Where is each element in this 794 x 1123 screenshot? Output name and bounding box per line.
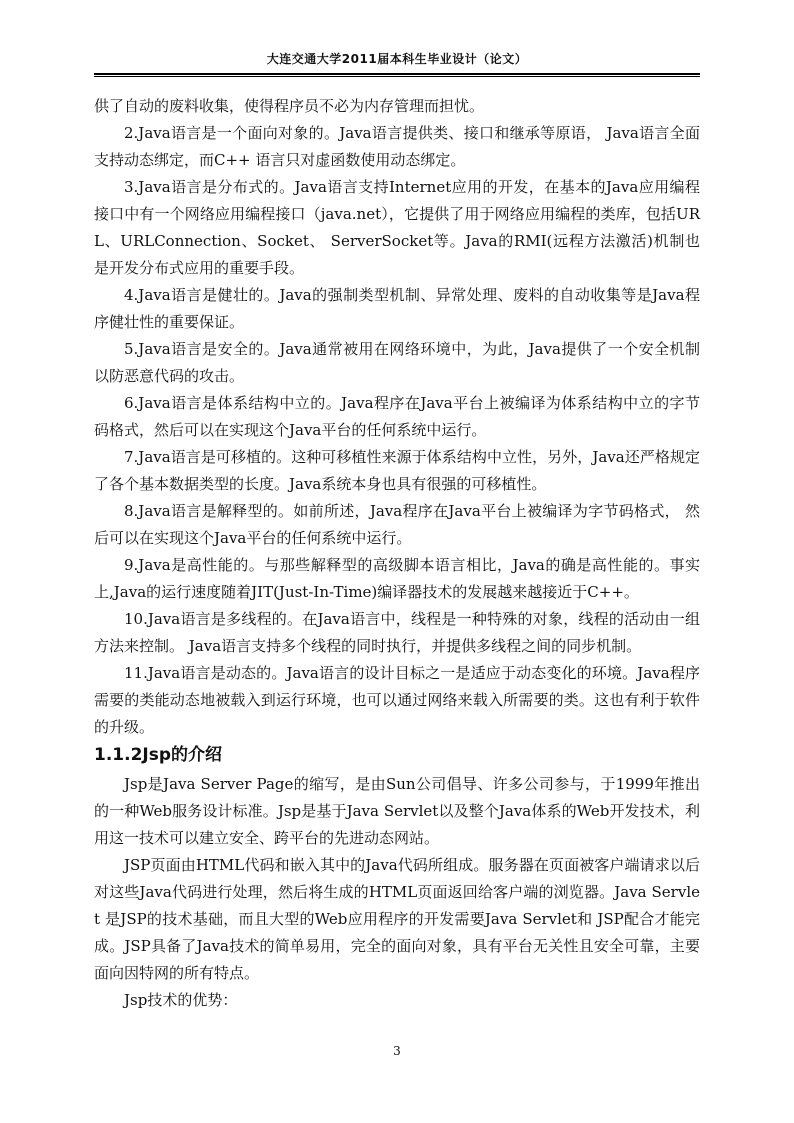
paragraph: 供了自动的废料收集，使得程序员不必为内存管理而担忧。 <box>94 97 485 115</box>
paragraph: 8.Java语言是解释型的。如前所述，Java程序在Java平台上被编译为字节码格式， 然后可以在实现这个Java平台的任何系统中运行。 <box>94 502 700 547</box>
paragraph: 10.Java语言是多线程的。在Java语言中，线程是一种特殊的对象，线程的活动由一组方法来控制。 Java语言支持多个线程的同时执行，并提供多线程之间的同步机制。 <box>94 610 700 655</box>
section-heading: 1.1.2Jsp的介绍 <box>94 745 223 765</box>
page-number: 3 <box>393 1044 401 1058</box>
paragraph: 11.Java语言是动态的。Java语言的设计目标之一是适应于动态变化的环境。Java程序需要的类能动态地被载入到运行环境，也可以通过网络来载入所需要的类。这也有利于软件的升级。 <box>94 664 700 736</box>
page-body <box>94 93 700 1014</box>
paragraph: JSP页面由HTML代码和嵌入其中的Java代码所组成。服务器在页面被客户端请求以后对这些Java代码进行处理，然后将生成的HTML页面返回给客户端的浏览器。Java Servlet 是JSP的技术基础，而且大型的Web应用程序的开发需要Java Servlet和 JSP配合才能完成。JSP具备了Java技术的简单易用，完全的面向对象，具有平台无关性且安全可靠，主要面向因特网的所有特点。 <box>94 856 700 982</box>
paragraph: 9.Java是高性能的。与那些解释型的高级脚本语言相比，Java的确是高性能的。事实上,Java的运行速度随着JIT(Just-In-Time)编译器技术的发展越来越接近于C++。 <box>94 556 700 601</box>
header-rule-thin <box>94 76 700 77</box>
paragraph: Jsp是Java Server Page的缩写，是由Sun公司倡导、许多公司参与，于1999年推出的一种Web服务设计标准。Jsp是基于Java Servlet以及整个Java体系的Web开发技术，利用这一技术可以建立安全、跨平台的先进动态网站。 <box>94 775 700 847</box>
paragraph: Jsp技术的优势： <box>124 991 238 1009</box>
paragraph: 3.Java语言是分布式的。Java语言支持Internet应用的开发，在基本的Java应用编程接口中有一个网络应用编程接口（java.net），它提供了用于网络应用编程的类库，包括URL、URLConnection、Socket、 ServerSocket等。Java的RMI(远程方法激活)机制也是开发分布式应用的重要手段。 <box>94 178 700 277</box>
paragraph: 2.Java语言是一个面向对象的。Java语言提供类、接口和继承等原语， Java语言全面支持动态绑定，而C++ 语言只对虚函数使用动态绑定。 <box>94 124 700 169</box>
header-rule <box>94 73 700 75</box>
paragraph: 5.Java语言是安全的。Java通常被用在网络环境中，为此，Java提供了一个安全机制以防恶意代码的攻击。 <box>94 340 700 385</box>
paragraph: 7.Java语言是可移植的。这种可移植性来源于体系结构中立性，另外，Java还严格规定了各个基本数据类型的长度。Java系统本身也具有很强的可移植性。 <box>94 448 700 493</box>
paragraph: 4.Java语言是健壮的。Java的强制类型机制、异常处理、废料的自动收集等是Java程序健壮性的重要保证。 <box>94 286 700 331</box>
running-header: 大连交通大学2011届本科生毕业设计（论文） <box>266 52 528 66</box>
paragraph: 6.Java语言是体系结构中立的。Java程序在Java平台上被编译为体系结构中立的字节码格式，然后可以在实现这个Java平台的任何系统中运行。 <box>94 394 700 439</box>
